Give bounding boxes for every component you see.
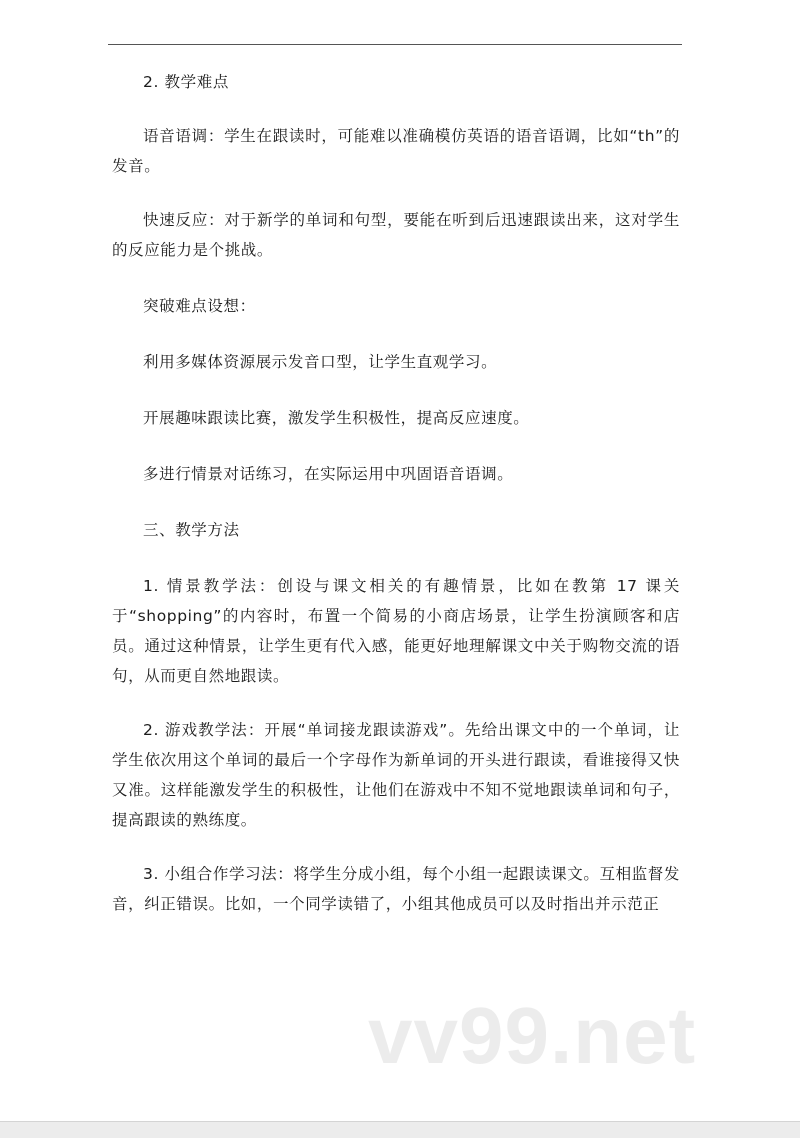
paragraph-competition: 开展趣味跟读比赛，激发学生积极性，提高反应速度。	[143, 409, 530, 427]
paragraph-multimedia: 利用多媒体资源展示发音口型，让学生直观学习。	[143, 353, 498, 371]
paragraph-group-method: 3. 小组合作学习法：将学生分成小组，每个小组一起跟读课文。互相监督发音，纠正错误。比如，一个同学读错了，小组其他成员可以及时指出并示范正	[112, 865, 680, 913]
header-rule	[108, 44, 682, 45]
paragraph-breakthrough-ideas: 突破难点设想：	[143, 297, 256, 315]
paragraph-dialogue-practice: 多进行情景对话练习，在实际运用中巩固语音语调。	[143, 465, 514, 483]
paragraph-intonation: 语音语调：学生在跟读时，可能难以准确模仿英语的语音语调，比如“th”的发音。	[112, 127, 680, 175]
heading-teaching-methods: 三、教学方法	[143, 521, 240, 539]
paragraph-situational-method: 1. 情景教学法：创设与课文相关的有趣情景，比如在教第 17 课关于“shopping”的内容时，布置一个简易的小商店场景，让学生扮演顾客和店员。通过这种情景，让学生更有代入感，能更好地理解课文中关于购物交流的语句，从而更自然地跟读。	[112, 577, 680, 685]
paragraph-quick-response: 快速反应：对于新学的单词和句型，要能在听到后迅速跟读出来，这对学生的反应能力是个挑战。	[112, 211, 680, 259]
page-bottom-bar	[0, 1121, 800, 1138]
heading-teaching-difficulty: 2. 教学难点	[143, 73, 229, 91]
paragraph-game-method: 2. 游戏教学法：开展“单词接龙跟读游戏”。先给出课文中的一个单词，让学生依次用这个单词的最后一个字母作为新单词的开头进行跟读，看谁接得又快又准。这样能激发学生的积极性，让他们在游戏中不知不觉地跟读单词和句子，提高跟读的熟练度。	[112, 721, 680, 829]
document-body	[112, 67, 680, 919]
watermark: vv99.net	[368, 991, 697, 1080]
